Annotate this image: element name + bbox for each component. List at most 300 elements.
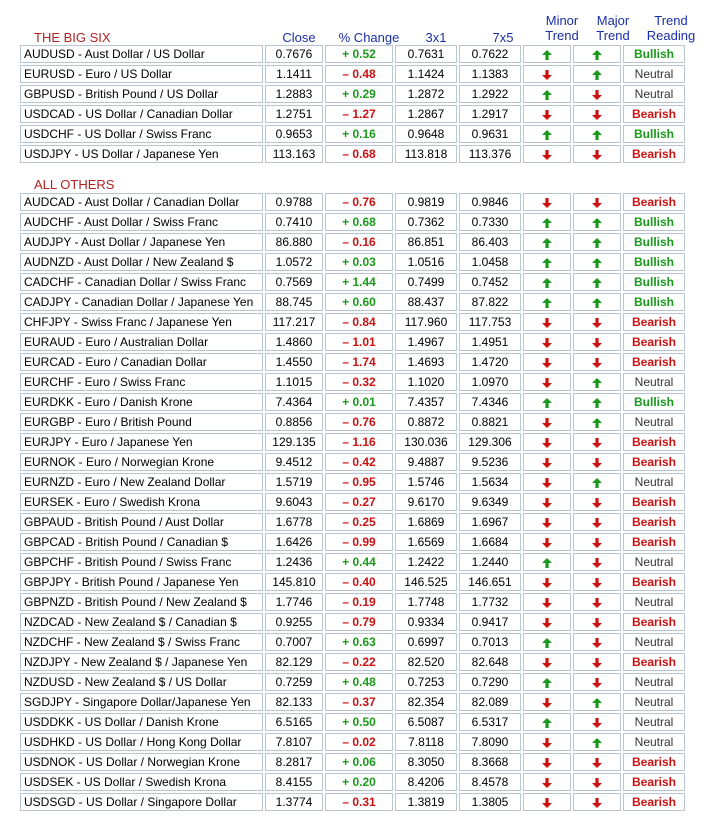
minor-trend-cell <box>523 713 571 731</box>
minor-trend-cell <box>523 353 571 371</box>
ma-7x5-cell: 9.5236 <box>459 453 521 471</box>
section-title-big-six: THE BIG SIX <box>34 30 111 45</box>
arrow-down-icon <box>541 335 553 349</box>
ma-7x5-cell: 1.6967 <box>459 513 521 531</box>
major-trend-cell <box>573 713 621 731</box>
major-trend-cell <box>573 253 621 271</box>
major-trend-cell <box>573 653 621 671</box>
arrow-down-icon <box>541 455 553 469</box>
arrow-down-icon <box>541 475 553 489</box>
pair-name-cell: GBPAUD - British Pound / Aust Dollar <box>20 513 263 531</box>
ma-7x5-cell: 0.7452 <box>459 273 521 291</box>
trend-reading-cell: Neutral <box>623 65 685 83</box>
close-cell: 1.3774 <box>265 793 323 811</box>
trend-reading-cell: Neutral <box>623 373 685 391</box>
pct-change-cell: + 0.52 <box>325 45 393 63</box>
table-row <box>20 233 685 251</box>
trend-reading-cell: Bearish <box>623 193 685 211</box>
pct-change-cell: + 0.16 <box>325 125 393 143</box>
pair-name-cell: EURNOK - Euro / Norwegian Krone <box>20 453 263 471</box>
ma-7x5-cell: 1.2922 <box>459 85 521 103</box>
pair-name-cell: AUDJPY - Aust Dollar / Japanese Yen <box>20 233 263 251</box>
ma-7x5-cell: 82.648 <box>459 653 521 671</box>
pair-name-cell: NZDJPY - New Zealand $ / Japanese Yen <box>20 653 263 671</box>
ma-3x1-cell: 0.7499 <box>395 273 457 291</box>
pct-change-cell: – 1.74 <box>325 353 393 371</box>
close-cell: 0.7007 <box>265 633 323 651</box>
ma-7x5-cell: 0.8821 <box>459 413 521 431</box>
major-trend-cell <box>573 233 621 251</box>
ma-3x1-cell: 8.4206 <box>395 773 457 791</box>
table-row <box>20 273 685 291</box>
header-trend-reading: Trend Reading <box>646 13 696 43</box>
trend-reading-cell: Bearish <box>623 353 685 371</box>
arrow-down-icon <box>591 655 603 669</box>
pct-change-cell: – 0.68 <box>325 145 393 163</box>
ma-3x1-cell: 1.1020 <box>395 373 457 391</box>
pair-name-cell: CHFJPY - Swiss Franc / Japanese Yen <box>20 313 263 331</box>
pct-change-cell: + 0.60 <box>325 293 393 311</box>
arrow-up-icon <box>541 255 553 269</box>
pct-change-cell: + 0.44 <box>325 553 393 571</box>
arrow-down-icon <box>541 535 553 549</box>
major-trend-cell <box>573 473 621 491</box>
pair-name-cell: EURGBP - Euro / British Pound <box>20 413 263 431</box>
minor-trend-cell <box>523 693 571 711</box>
arrow-down-icon <box>541 435 553 449</box>
minor-trend-cell <box>523 673 571 691</box>
trend-reading-cell: Bearish <box>623 313 685 331</box>
close-cell: 86.880 <box>265 233 323 251</box>
ma-7x5-cell: 1.1383 <box>459 65 521 83</box>
major-trend-cell <box>573 633 621 651</box>
pair-name-cell: AUDNZD - Aust Dollar / New Zealand $ <box>20 253 263 271</box>
table-row <box>20 773 685 791</box>
pct-change-cell: – 0.76 <box>325 413 393 431</box>
trend-reading-cell: Bullish <box>623 233 685 251</box>
arrow-down-icon <box>541 107 553 121</box>
table-row <box>20 713 685 731</box>
major-trend-cell <box>573 373 621 391</box>
pct-change-cell: – 0.32 <box>325 373 393 391</box>
minor-trend-cell <box>523 45 571 63</box>
ma-7x5-cell: 113.376 <box>459 145 521 163</box>
arrow-down-icon <box>541 775 553 789</box>
trend-reading-cell: Bearish <box>623 533 685 551</box>
ma-3x1-cell: 1.2422 <box>395 553 457 571</box>
pair-name-cell: EURDKK - Euro / Danish Krone <box>20 393 263 411</box>
pct-change-cell: + 0.50 <box>325 713 393 731</box>
ma-3x1-cell: 1.4967 <box>395 333 457 351</box>
pct-change-cell: + 0.48 <box>325 673 393 691</box>
pair-name-cell: GBPCHF - British Pound / Swiss Franc <box>20 553 263 571</box>
trend-reading-cell: Bearish <box>623 513 685 531</box>
table-row <box>20 593 685 611</box>
ma-3x1-cell: 146.525 <box>395 573 457 591</box>
table-row <box>20 433 685 451</box>
arrow-up-icon <box>541 395 553 409</box>
minor-trend-cell <box>523 493 571 511</box>
table-row <box>20 793 685 811</box>
major-trend-cell <box>573 333 621 351</box>
minor-trend-cell <box>523 793 571 811</box>
arrow-down-icon <box>591 195 603 209</box>
pair-name-cell: USDDKK - US Dollar / Danish Krone <box>20 713 263 731</box>
pct-change-cell: – 1.27 <box>325 105 393 123</box>
minor-trend-cell <box>523 273 571 291</box>
major-trend-cell <box>573 145 621 163</box>
minor-trend-cell <box>523 85 571 103</box>
arrow-down-icon <box>591 575 603 589</box>
table-row <box>20 125 685 143</box>
ma-7x5-cell: 129.306 <box>459 433 521 451</box>
ma-3x1-cell: 1.7748 <box>395 593 457 611</box>
trend-reading-cell: Bearish <box>623 453 685 471</box>
table-row <box>20 45 685 63</box>
table-row <box>20 253 685 271</box>
pair-name-cell: CADCHF - Canadian Dollar / Swiss Franc <box>20 273 263 291</box>
ma-7x5-cell: 1.7732 <box>459 593 521 611</box>
trend-reading-cell: Bullish <box>623 213 685 231</box>
table-row <box>20 573 685 591</box>
arrow-up-icon <box>591 127 603 141</box>
ma-7x5-cell: 6.5317 <box>459 713 521 731</box>
pair-name-cell: EURCAD - Euro / Canadian Dollar <box>20 353 263 371</box>
ma-7x5-cell: 1.3805 <box>459 793 521 811</box>
ma-3x1-cell: 82.354 <box>395 693 457 711</box>
pair-name-cell: EURJPY - Euro / Japanese Yen <box>20 433 263 451</box>
table-row <box>20 145 685 163</box>
minor-trend-cell <box>523 473 571 491</box>
arrow-up-icon <box>591 475 603 489</box>
arrow-down-icon <box>591 147 603 161</box>
ma-7x5-cell: 9.6349 <box>459 493 521 511</box>
pct-change-cell: – 0.84 <box>325 313 393 331</box>
minor-trend-cell <box>523 733 571 751</box>
trend-reading-cell: Bearish <box>623 793 685 811</box>
arrow-down-icon <box>591 355 603 369</box>
pair-name-cell: CADJPY - Canadian Dollar / Japanese Yen <box>20 293 263 311</box>
pct-change-cell: + 0.63 <box>325 633 393 651</box>
pct-change-cell: – 0.27 <box>325 493 393 511</box>
close-cell: 9.6043 <box>265 493 323 511</box>
minor-trend-cell <box>523 253 571 271</box>
arrow-down-icon <box>541 355 553 369</box>
trend-reading-cell: Bullish <box>623 45 685 63</box>
close-cell: 1.0572 <box>265 253 323 271</box>
trend-reading-cell: Neutral <box>623 633 685 651</box>
arrow-down-icon <box>591 715 603 729</box>
ma-7x5-cell: 7.4346 <box>459 393 521 411</box>
ma-3x1-cell: 0.7253 <box>395 673 457 691</box>
pct-change-cell: – 0.19 <box>325 593 393 611</box>
trend-reading-cell: Neutral <box>623 733 685 751</box>
arrow-down-icon <box>541 315 553 329</box>
pct-change-cell: – 1.01 <box>325 333 393 351</box>
table-row <box>20 673 685 691</box>
pair-name-cell: NZDCHF - New Zealand $ / Swiss Franc <box>20 633 263 651</box>
ma-7x5-cell: 8.3668 <box>459 753 521 771</box>
arrow-down-icon <box>591 535 603 549</box>
arrow-up-icon <box>591 215 603 229</box>
arrow-up-icon <box>541 275 553 289</box>
arrow-down-icon <box>591 315 603 329</box>
ma-3x1-cell: 7.8118 <box>395 733 457 751</box>
ma-7x5-cell: 146.651 <box>459 573 521 591</box>
ma-7x5-cell: 7.8090 <box>459 733 521 751</box>
arrow-down-icon <box>541 515 553 529</box>
pct-change-cell: + 0.68 <box>325 213 393 231</box>
major-trend-cell <box>573 193 621 211</box>
arrow-up-icon <box>591 235 603 249</box>
minor-trend-cell <box>523 373 571 391</box>
major-trend-cell <box>573 313 621 331</box>
pct-change-cell: – 0.42 <box>325 453 393 471</box>
arrow-up-icon <box>591 735 603 749</box>
close-cell: 1.5719 <box>265 473 323 491</box>
all-others-table <box>18 191 687 813</box>
pair-name-cell: USDNOK - US Dollar / Norwegian Krone <box>20 753 263 771</box>
table-row <box>20 633 685 651</box>
arrow-up-icon <box>591 275 603 289</box>
arrow-up-icon <box>541 635 553 649</box>
major-trend-cell <box>573 593 621 611</box>
ma-7x5-cell: 0.7290 <box>459 673 521 691</box>
trend-reading-cell: Bearish <box>623 145 685 163</box>
minor-trend-cell <box>523 145 571 163</box>
major-trend-cell <box>573 433 621 451</box>
ma-3x1-cell: 0.9819 <box>395 193 457 211</box>
close-cell: 1.4550 <box>265 353 323 371</box>
close-cell: 8.2817 <box>265 753 323 771</box>
trend-reading-cell: Bearish <box>623 433 685 451</box>
pair-name-cell: EURUSD - Euro / US Dollar <box>20 65 263 83</box>
major-trend-cell <box>573 353 621 371</box>
header-close: Close <box>282 30 316 45</box>
table-row <box>20 65 685 83</box>
arrow-down-icon <box>541 615 553 629</box>
major-trend-cell <box>573 773 621 791</box>
pct-change-cell: + 0.06 <box>325 753 393 771</box>
pair-name-cell: AUDCAD - Aust Dollar / Canadian Dollar <box>20 193 263 211</box>
close-cell: 0.7676 <box>265 45 323 63</box>
minor-trend-cell <box>523 653 571 671</box>
major-trend-cell <box>573 753 621 771</box>
ma-3x1-cell: 130.036 <box>395 433 457 451</box>
ma-7x5-cell: 1.4720 <box>459 353 521 371</box>
ma-7x5-cell: 1.4951 <box>459 333 521 351</box>
ma-7x5-cell: 1.2440 <box>459 553 521 571</box>
major-trend-cell <box>573 45 621 63</box>
ma-7x5-cell: 1.0458 <box>459 253 521 271</box>
big-six-table <box>18 43 687 165</box>
arrow-up-icon <box>541 215 553 229</box>
arrow-down-icon <box>591 495 603 509</box>
trend-reading-cell: Bearish <box>623 105 685 123</box>
close-cell: 7.4364 <box>265 393 323 411</box>
pair-name-cell: EURCHF - Euro / Swiss Franc <box>20 373 263 391</box>
major-trend-cell <box>573 125 621 143</box>
major-trend-cell <box>573 573 621 591</box>
ma-7x5-cell: 82.089 <box>459 693 521 711</box>
ma-7x5-cell: 0.7013 <box>459 633 521 651</box>
ma-3x1-cell: 88.437 <box>395 293 457 311</box>
pair-name-cell: USDCAD - US Dollar / Canadian Dollar <box>20 105 263 123</box>
minor-trend-cell <box>523 593 571 611</box>
pair-name-cell: AUDCHF - Aust Dollar / Swiss Franc <box>20 213 263 231</box>
table-row <box>20 733 685 751</box>
ma-3x1-cell: 0.9648 <box>395 125 457 143</box>
trend-reading-cell: Neutral <box>623 85 685 103</box>
major-trend-cell <box>573 65 621 83</box>
arrow-down-icon <box>541 147 553 161</box>
ma-3x1-cell: 113.818 <box>395 145 457 163</box>
table-row <box>20 213 685 231</box>
minor-trend-cell <box>523 293 571 311</box>
table-row <box>20 313 685 331</box>
minor-trend-cell <box>523 313 571 331</box>
close-cell: 0.8856 <box>265 413 323 431</box>
ma-7x5-cell: 0.9846 <box>459 193 521 211</box>
major-trend-cell <box>573 85 621 103</box>
ma-7x5-cell: 0.7330 <box>459 213 521 231</box>
pct-change-cell: + 0.20 <box>325 773 393 791</box>
close-cell: 0.9788 <box>265 193 323 211</box>
ma-3x1-cell: 1.0516 <box>395 253 457 271</box>
arrow-up-icon <box>541 235 553 249</box>
ma-3x1-cell: 0.9334 <box>395 613 457 631</box>
ma-3x1-cell: 117.960 <box>395 313 457 331</box>
trend-reading-cell: Neutral <box>623 693 685 711</box>
ma-3x1-cell: 82.520 <box>395 653 457 671</box>
ma-7x5-cell: 1.2917 <box>459 105 521 123</box>
major-trend-cell <box>573 453 621 471</box>
ma-3x1-cell: 8.3050 <box>395 753 457 771</box>
trend-reading-cell: Bearish <box>623 573 685 591</box>
minor-trend-cell <box>523 193 571 211</box>
minor-trend-cell <box>523 573 571 591</box>
arrow-up-icon <box>541 47 553 61</box>
trend-reading-cell: Neutral <box>623 473 685 491</box>
table-row <box>20 353 685 371</box>
pct-change-cell: – 0.37 <box>325 693 393 711</box>
arrow-up-icon <box>591 67 603 81</box>
arrow-up-icon <box>541 715 553 729</box>
close-cell: 1.2883 <box>265 85 323 103</box>
arrow-down-icon <box>541 67 553 81</box>
arrow-down-icon <box>591 435 603 449</box>
minor-trend-cell <box>523 233 571 251</box>
header-7x5: 7x5 <box>492 30 514 45</box>
arrow-down-icon <box>591 555 603 569</box>
close-cell: 1.1015 <box>265 373 323 391</box>
ma-7x5-cell: 8.4578 <box>459 773 521 791</box>
ma-7x5-cell: 0.7622 <box>459 45 521 63</box>
close-cell: 1.2436 <box>265 553 323 571</box>
table-row <box>20 105 685 123</box>
arrow-up-icon <box>541 127 553 141</box>
arrow-down-icon <box>541 415 553 429</box>
table-row <box>20 653 685 671</box>
trend-reading-cell: Bearish <box>623 613 685 631</box>
ma-7x5-cell: 86.403 <box>459 233 521 251</box>
pair-name-cell: USDSGD - US Dollar / Singapore Dollar <box>20 793 263 811</box>
ma-3x1-cell: 1.6869 <box>395 513 457 531</box>
trend-reading-cell: Neutral <box>623 553 685 571</box>
pct-change-cell: – 0.02 <box>325 733 393 751</box>
pair-name-cell: GBPNZD - British Pound / New Zealand $ <box>20 593 263 611</box>
ma-7x5-cell: 1.0970 <box>459 373 521 391</box>
ma-3x1-cell: 1.6569 <box>395 533 457 551</box>
close-cell: 8.4155 <box>265 773 323 791</box>
minor-trend-cell <box>523 613 571 631</box>
header-minor-trend: Minor Trend <box>545 13 579 43</box>
minor-trend-cell <box>523 393 571 411</box>
close-cell: 88.745 <box>265 293 323 311</box>
close-cell: 82.129 <box>265 653 323 671</box>
pct-change-cell: – 0.25 <box>325 513 393 531</box>
arrow-up-icon <box>591 375 603 389</box>
trend-reading-cell: Bearish <box>623 773 685 791</box>
pair-name-cell: EURAUD - Euro / Australian Dollar <box>20 333 263 351</box>
table-row <box>20 473 685 491</box>
ma-3x1-cell: 86.851 <box>395 233 457 251</box>
pct-change-cell: – 0.40 <box>325 573 393 591</box>
pct-change-cell: – 0.16 <box>325 233 393 251</box>
table-row <box>20 373 685 391</box>
arrow-down-icon <box>541 755 553 769</box>
minor-trend-cell <box>523 513 571 531</box>
table-row <box>20 533 685 551</box>
major-trend-cell <box>573 533 621 551</box>
trend-reading-cell: Bearish <box>623 493 685 511</box>
close-cell: 1.1411 <box>265 65 323 83</box>
major-trend-cell <box>573 105 621 123</box>
major-trend-cell <box>573 513 621 531</box>
table-row <box>20 333 685 351</box>
arrow-up-icon <box>541 555 553 569</box>
header-major-trend: Major Trend <box>596 13 630 43</box>
close-cell: 0.9255 <box>265 613 323 631</box>
table-row <box>20 613 685 631</box>
ma-3x1-cell: 0.7631 <box>395 45 457 63</box>
arrow-up-icon <box>591 695 603 709</box>
major-trend-cell <box>573 413 621 431</box>
pair-name-cell: USDHKD - US Dollar / Hong Kong Dollar <box>20 733 263 751</box>
pair-name-cell: EURSEK - Euro / Swedish Krona <box>20 493 263 511</box>
minor-trend-cell <box>523 753 571 771</box>
arrow-down-icon <box>591 755 603 769</box>
pct-change-cell: – 0.79 <box>325 613 393 631</box>
minor-trend-cell <box>523 125 571 143</box>
ma-3x1-cell: 9.4887 <box>395 453 457 471</box>
pct-change-cell: + 0.29 <box>325 85 393 103</box>
arrow-down-icon <box>591 795 603 809</box>
major-trend-cell <box>573 793 621 811</box>
arrow-down-icon <box>591 635 603 649</box>
trend-reading-cell: Neutral <box>623 413 685 431</box>
trend-reading-cell: Bearish <box>623 653 685 671</box>
trend-reading-cell: Neutral <box>623 713 685 731</box>
arrow-down-icon <box>591 455 603 469</box>
table-row <box>20 85 685 103</box>
close-cell: 113.163 <box>265 145 323 163</box>
pair-name-cell: AUDUSD - Aust Dollar / US Dollar <box>20 45 263 63</box>
section-title-all-others: ALL OTHERS <box>34 177 115 192</box>
arrow-up-icon <box>541 675 553 689</box>
major-trend-cell <box>573 213 621 231</box>
pair-name-cell: NZDUSD - New Zealand $ / US Dollar <box>20 673 263 691</box>
